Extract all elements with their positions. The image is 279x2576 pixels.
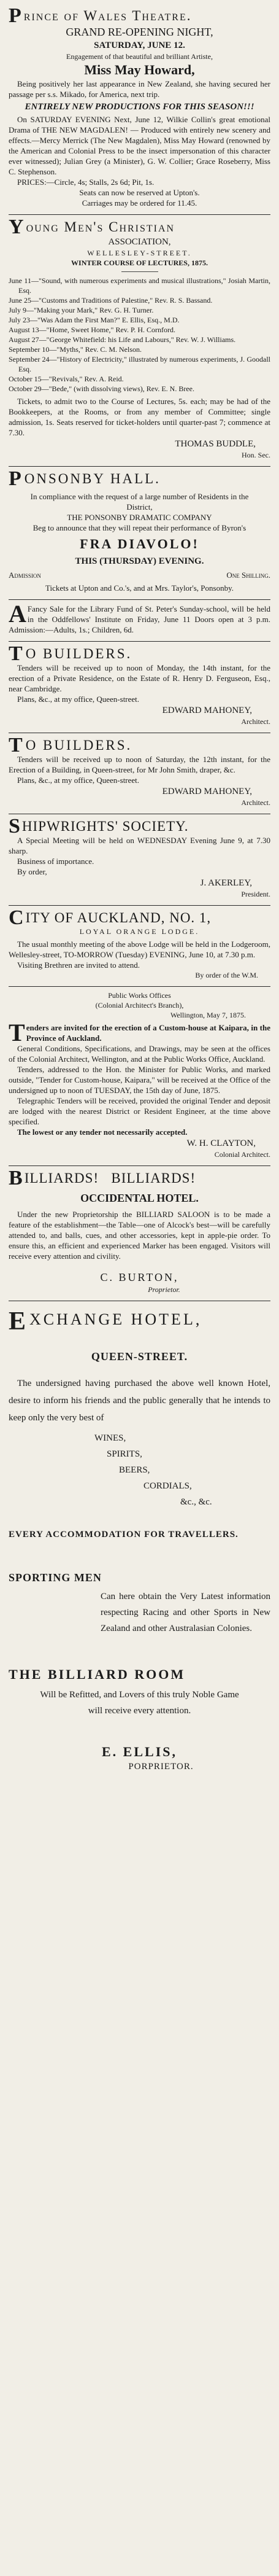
lecture-item: June 25—"Customs and Traditions of Palestine," Rev. R. S. Bassand. — [9, 296, 213, 305]
ponsonby-title: FRA DIAVOLO! — [80, 536, 199, 551]
ymca-signer-title: Hon. Sec. — [242, 451, 270, 459]
billiard-room-heading: THE BILLIARD ROOM — [9, 1667, 186, 1682]
builders1-text: Tenders will be received up to noon of Monday, the 14th instant, for the erection of a Private Residence, on the Estate of R. Henry D. Ferguseon, Esq., near Cambridge. — [9, 663, 270, 693]
exchange-item: SPIRITS, — [107, 1449, 142, 1459]
lodge-visiting: Visiting Brethren are invited to attend. — [17, 960, 140, 970]
billiard-room-text: Will be Refitted, and Lovers of this truly Noble Game will receive every attention. — [40, 1690, 239, 1716]
shipwrights-text: A Special Meeting will be held on WEDNESDAY Evening June 9, at 7.30 sharp. — [9, 836, 270, 855]
divider — [121, 271, 158, 272]
exchange-heading: EXCHANGE HOTEL, — [9, 1307, 202, 1336]
ponsonby-tickets: Tickets at Upton and Co.'s, and at Mrs. Taylor's, Ponsonby. — [45, 583, 234, 593]
theatre-carriages: Carriages may be ordered for 11.45. — [82, 198, 197, 208]
theatre-prices: PRICES:—Circle, 4s; Stalls, 2s 6d; Pit, 1s. — [17, 177, 155, 187]
theatre-line3: Engagement of that beautiful and brilliant Artiste, — [66, 52, 213, 61]
lecture-item: August 27—"George Whitefield: his Life and Labours," Rev. W. J. Williams. — [9, 335, 236, 344]
ponsonby-heading: P ONSONBY HALL. — [9, 467, 161, 490]
sporting-heading: SPORTING MEN — [9, 1571, 102, 1584]
tenders-heading: T enders are invited for the erection of a Custom-house at Kaipara, in the Province of Auckland. — [9, 1019, 270, 1046]
shipwrights-heading: S HIPWRIGHTS' SOCIETY. — [9, 815, 189, 838]
ymca-heading: Y oung Men's Christian — [9, 216, 175, 238]
lodge-heading: C ITY OF AUCKLAND, NO. 1, — [9, 906, 212, 929]
shipwrights-business: Business of importance. — [17, 857, 94, 866]
lecture-item: July 9—"Making your Mark," Rev. G. H. Turner. — [9, 306, 154, 314]
tenders-p1: General Conditions, Specifications, and Drawings, may be seen at the offices of the Colonial Architect, Wellington, and at the Public Works Office, Auckland. — [9, 1044, 270, 1064]
builders2-heading: T O BUILDERS. — [9, 734, 132, 757]
ymca-sub3: WINTER COURSE OF LECTURES, 1875. — [71, 259, 208, 267]
theatre-heading: P rince of Wales Theatre. — [9, 4, 192, 27]
tenders-signer: W. H. CLAYTON, — [186, 1138, 256, 1148]
ponsonby-body2: THE PONSONBY DRAMATIC COMPANY — [67, 513, 212, 522]
exchange-item: BEERS, — [119, 1465, 150, 1475]
fancy-dropcap: A — [9, 600, 26, 628]
ymca-signer: THOMAS BUDDLE, — [175, 439, 256, 449]
ymca-ad — [9, 215, 270, 467]
tenders-p2: Tenders, addressed to the Hon. the Minister for Public Works, and marked outside, "Tender for Custom-house, Kaipara," will be received at the Office of the undersigned up to noon of TUESDAY, the 15th day of June, 1875. — [9, 1065, 270, 1095]
ponsonby-body3: Beg to announce that they will repeat their performance of Byron's — [32, 523, 247, 532]
exchange-signer: E. ELLIS, — [102, 1744, 177, 1759]
exchange-item: WINES, — [94, 1433, 126, 1443]
tenders-office1: Public Works Offices — [108, 991, 171, 1000]
fancy-text: Fancy Sale for the Library Fund of St. Peter's Sunday-school, will be held in the Oddfellows' Institute on Friday, June 11 Doors open at 3 p.m. Admission:—Adults, 1s.; Children, 6d. — [9, 604, 270, 634]
builders2-plans: Plans, &c., at my office, Queen-street. — [17, 776, 140, 785]
builders-ad-2 — [9, 733, 270, 814]
builders1-plans: Plans, &c., at my office, Queen-street. — [17, 695, 140, 704]
lecture-item: October 29—"Bede," (with dissolving views), Rev. E. N. Bree. — [9, 384, 194, 393]
lodge-ad — [9, 906, 270, 987]
builders2-signer: EDWARD MAHONEY, — [162, 787, 252, 796]
tenders-office3: Wellington, May 7, 1875. — [170, 1011, 246, 1019]
billiards-signer: C. BURTON, — [100, 1271, 179, 1283]
exchange-ad — [9, 1301, 270, 1779]
lecture-item: July 23—"Was Adam the First Man?" E. Ellis, Esq., M.D. — [9, 316, 180, 324]
theatre-line2: SATURDAY, JUNE 12. — [94, 41, 185, 50]
shipwrights-signer: J. AKERLEY, — [200, 878, 252, 888]
billiards-heading: B ILLIARDS! BILLIARDS! — [9, 1167, 196, 1189]
builders1-signer: EDWARD MAHONEY, — [162, 706, 252, 715]
theatre-body1: Being positively her last appearance in New Zealand, she having secured her passage per s.s. Mikado, for America, next trip. — [9, 79, 270, 99]
billiards-text: Under the new Proprietorship the BILLIARD SALOON is to be made a feature of the establishment—the Table—one of Alcock's best—will be carefully attended to, and balls, cues, and other accessories, kept in apple-pie order. To ensure this, an efficient and experienced Marker has been engaged. Visitors will receive every attention and civility. — [9, 1210, 270, 1261]
theatre-line1: GRAND RE-OPENING NIGHT, — [66, 26, 213, 38]
builders2-signer-title: Architect. — [241, 798, 270, 807]
tenders-signer-title: Colonial Architect. — [214, 1150, 270, 1159]
billiards-signer-title: Proprietor. — [148, 1285, 180, 1294]
lodge-text: The usual monthly meeting of the above Lodge will be held in the Lodgeroom, Wellesley-street, TO-MORROW (Tuesday) EVENING, June 10, at 7.30 p.m. — [9, 940, 270, 959]
theatre-ad — [9, 4, 270, 215]
builders2-text: Tenders will be received up to noon of Saturday, the 12th instant, for the Erection of a Building, in Queen-street, for Mr John Smith, draper, &c. — [9, 755, 270, 774]
ponsonby-ad — [9, 467, 270, 600]
builders1-signer-title: Architect. — [241, 717, 270, 726]
exchange-item: CORDIALS, — [143, 1481, 192, 1491]
lodge-sub: LOYAL ORANGE LODGE. — [79, 927, 200, 936]
exchange-item: &c., &c. — [180, 1497, 212, 1507]
ponsonby-admission: Admission One Shilling. — [9, 570, 270, 580]
tenders-p4: The lowest or any tender not necessarily accepted. — [17, 1127, 188, 1137]
sporting-text: Can here obtain the Very Latest information respecting Racing and other Sports in New Zealand and other Australasian Colonies. — [101, 1592, 270, 1633]
tenders-office2: (Colonial Architect's Branch), — [95, 1001, 184, 1010]
ymca-sub2: WELLESLEY-STREET. — [87, 249, 192, 257]
shipwrights-signer-title: President. — [241, 890, 270, 898]
lecture-item: September 10—"Myths," Rev. C. M. Nelson. — [9, 345, 142, 354]
builders1-heading: T O BUILDERS. — [9, 642, 132, 665]
shipwrights-ad — [9, 814, 270, 906]
ymca-sub1: ASSOCIATION, — [108, 237, 171, 247]
ponsonby-date: THIS (THURSDAY) EVENING. — [75, 556, 204, 566]
exchange-items — [9, 1430, 270, 1510]
theatre-seats: Seats can now be reserved at Upton's. — [79, 188, 200, 197]
tenders-ad — [9, 987, 270, 1166]
theatre-headline: ENTIRELY NEW PRODUCTIONS FOR THIS SEASON!!! — [25, 102, 254, 112]
billiards-hotel: OCCIDENTAL HOTEL. — [80, 1192, 199, 1204]
lecture-item: June 11—"Sound, with numerous experiments and musical illustrations," Josiah Martin, Esq. — [9, 276, 270, 295]
lecture-item: August 13—"Home, Sweet Home," Rev. P. H. Cornford. — [9, 325, 175, 334]
theatre-body2: On SATURDAY EVENING Next, June 12, Wilkie Collin's great emotional Drama of THE NEW MAGDALEN! — Produced with entirely new scenery and effects.—Mercy Merrick (The New Magdalen), Miss May Howard (renowned by the American and Colonial Press to be the insect impersonation of this character ever witnessed); Julian Grey (a Minister), G. W. Collier; Grace Roseberry, Miss C. Stephenson. — [9, 115, 270, 176]
theatre-star: Miss May Howard, — [84, 62, 195, 77]
ymca-tickets: Tickets, to admit two to the Course of Lectures, 5s. each; may be had of the Bookkeepers, at the Rooms, or from any member of Committee; single admission, 1s. Seats reserved for ticket-holders until quarter-past 7; commence at 7.30. — [9, 397, 270, 437]
shipwrights-order: By order, — [17, 867, 47, 876]
builders-ad-1 — [9, 642, 270, 733]
exchange-text: The undersigned having purchased the above well known Hotel, desire to inform his friends and the public generally that he intends to keep only the very best of — [9, 1379, 270, 1423]
ponsonby-body1: In compliance with the request of a large number of Residents in the District, — [30, 492, 249, 512]
billiards-ad — [9, 1166, 270, 1301]
fancy-sale-ad — [9, 600, 270, 642]
lecture-item: October 15—"Revivals," Rev. A. Reid. — [9, 375, 124, 383]
lodge-order: By order of the W.M. — [195, 971, 258, 979]
exchange-signer-title: PORPRIETOR. — [128, 1762, 194, 1772]
lecture-item: September 24—"History of Electricity," illustrated by numerous experiments, J. Goodall Esq. — [9, 355, 270, 373]
exchange-accom: EVERY ACCOMMODATION FOR TRAVELLERS. — [9, 1530, 239, 1539]
tenders-p3: Telegraphic Tenders will be received, provided the original Tender and deposit are lodged with the nearest District or Resident Engineer, at the time above specified. — [9, 1096, 270, 1126]
exchange-street: QUEEN-STREET. — [91, 1350, 188, 1363]
